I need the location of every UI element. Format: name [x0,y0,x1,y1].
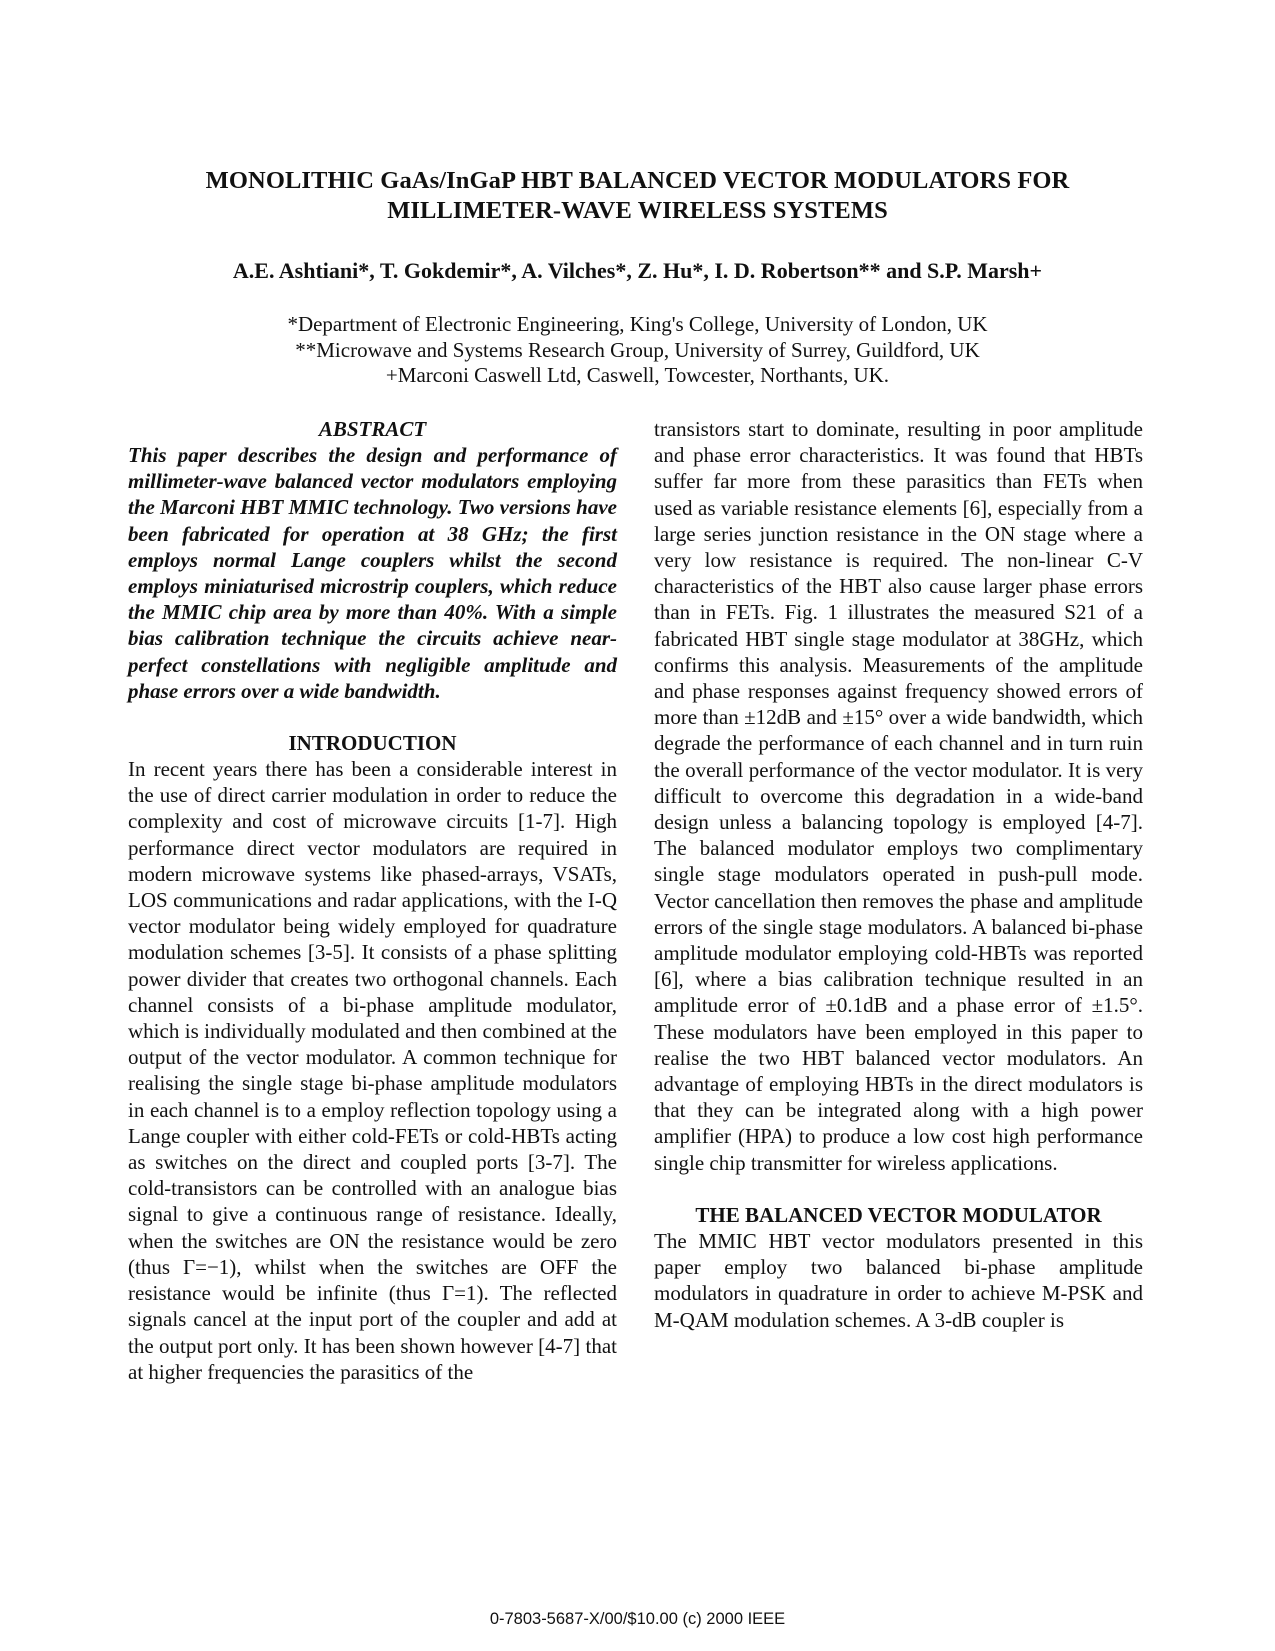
author-list: A.E. Ashtiani*, T. Gokdemir*, A. Vilches*, Z. Hu*, I. D. Robertson** and S.P. Marsh+ [232,258,1043,283]
abstract-heading: ABSTRACT [318,417,427,441]
affiliation-list [120,312,1155,389]
left-column [128,416,617,1385]
affiliation-kings-college: *Department of Electronic Engineering, King's College, University of London, UK [287,312,988,336]
title-line-1: MONOLITHIC GaAs/InGaP HBT BALANCED VECTOR MODULATORS FOR [205,167,1070,194]
section-spacer [654,1176,1143,1202]
balanced-vector-modulator-heading: THE BALANCED VECTOR MODULATOR [695,1202,1102,1227]
right-column [654,416,1143,1333]
introduction-text-part-2: transistors start to dominate, resulting in poor amplitude and phase error characteristics. It was found that HBTs suffer far more from these parasitics than FETs when used as variable resistance elements [6], especially from a large series junction resistance in the ON stage where a very low resistance is required. The non-linear C-V characteristics of the HBT also cause larger phase errors than in FETs. Fig. 1 illustrates the measured S21 of a fabricated HBT single stage modulator at 38GHz, which confirms this analysis. Measurements of the amplitude and phase responses against frequency showed errors of more than ±12dB and ±15° over a wide bandwidth, which degrade the performance of each channel and in turn ruin the overall performance of the vector modulator. It is very difficult to overcome this degradation in a wide-band design unless a balancing topology is employed [4-7]. The balanced modulator employs two complimentary single stage modulators operated in push-pull mode. Vector cancellation then removes the phase and amplitude errors of the single stage modulators. A balanced bi-phase amplitude modulator employing cold-HBTs was reported [6], where a bias calibration technique resulted in an amplitude error of ±0.1dB and a phase error of ±1.5°. These modulators have been employed in this paper to realise the two HBT balanced vector modulators. An advantage of employing HBTs in the direct modulators is that they can be integrated along with a high power amplifier (HPA) to produce a low cost high performance single chip transmitter for wireless applications. [654,417,1143,1175]
copyright-footer: 0-7803-5687-X/00/$10.00 (c) 2000 IEEE [489,1610,786,1628]
introduction-heading: INTRODUCTION [288,731,457,756]
balanced-vector-modulator-text: The MMIC HBT vector modulators presented in this paper employ two balanced bi-phase amplitude modulators in quadrature in order to achieve M-PSK and M-QAM modulation schemes. A 3-dB coupler is [654,1228,1143,1332]
affiliation-surrey: **Microwave and Systems Research Group, University of Surrey, Guildford, UK [295,337,980,362]
title-line-2: MILLIMETER-WAVE WIRELESS SYSTEMS [387,197,888,224]
paper-title [120,166,1155,226]
affiliation-marconi: +Marconi Caswell Ltd, Caswell, Towcester, Northants, UK. [385,363,890,387]
abstract-text: This paper describes the design and performance of millimeter-wave balanced vector modulators employing the Marconi HBT MMIC technology. Two versions have been fabricated for operation at 38 GHz; the first employs normal Lange couplers whilst the second employs miniaturised microstrip couplers, which reduce the MMIC chip area by more than 40%. With a simple bias calibration technique the circuits achieve near-perfect constellations with negligible amplitude and phase errors over a wide bandwidth. [128,443,617,703]
introduction-text-part-1: In recent years there has been a considerable interest in the use of direct carrier modulation in order to reduce the complexity and cost of microwave circuits [1-7]. High performance direct vector modulators are required in modern microwave systems like phased-arrays, VSATs, LOS communications and radar applications, with the I-Q vector modulator being widely employed for quadrature modulation schemes [3-5]. It consists of a phase splitting power divider that creates two orthogonal channels. Each channel consists of a bi-phase amplitude modulator, which is individually modulated and then combined at the output of the vector modulator. A common technique for realising the single stage bi-phase amplitude modulators in each channel is to a employ reflection topology using a Lange coupler with either cold-FETs or cold-HBTs acting as switches on the direct and coupled ports [3-7]. The cold-transistors can be controlled with an analogue bias signal to give a continuous range of resistance. Ideally, when the switches are ON the resistance would be zero (thus Γ=−1), whilst when the switches are OFF the resistance would be infinite (thus Γ=1). The reflected signals cancel at the input port of the coupler and add at the output port only. It has been shown however [4-7] that at higher frequencies the parasitics of the [128,757,617,1384]
section-spacer [128,704,617,730]
